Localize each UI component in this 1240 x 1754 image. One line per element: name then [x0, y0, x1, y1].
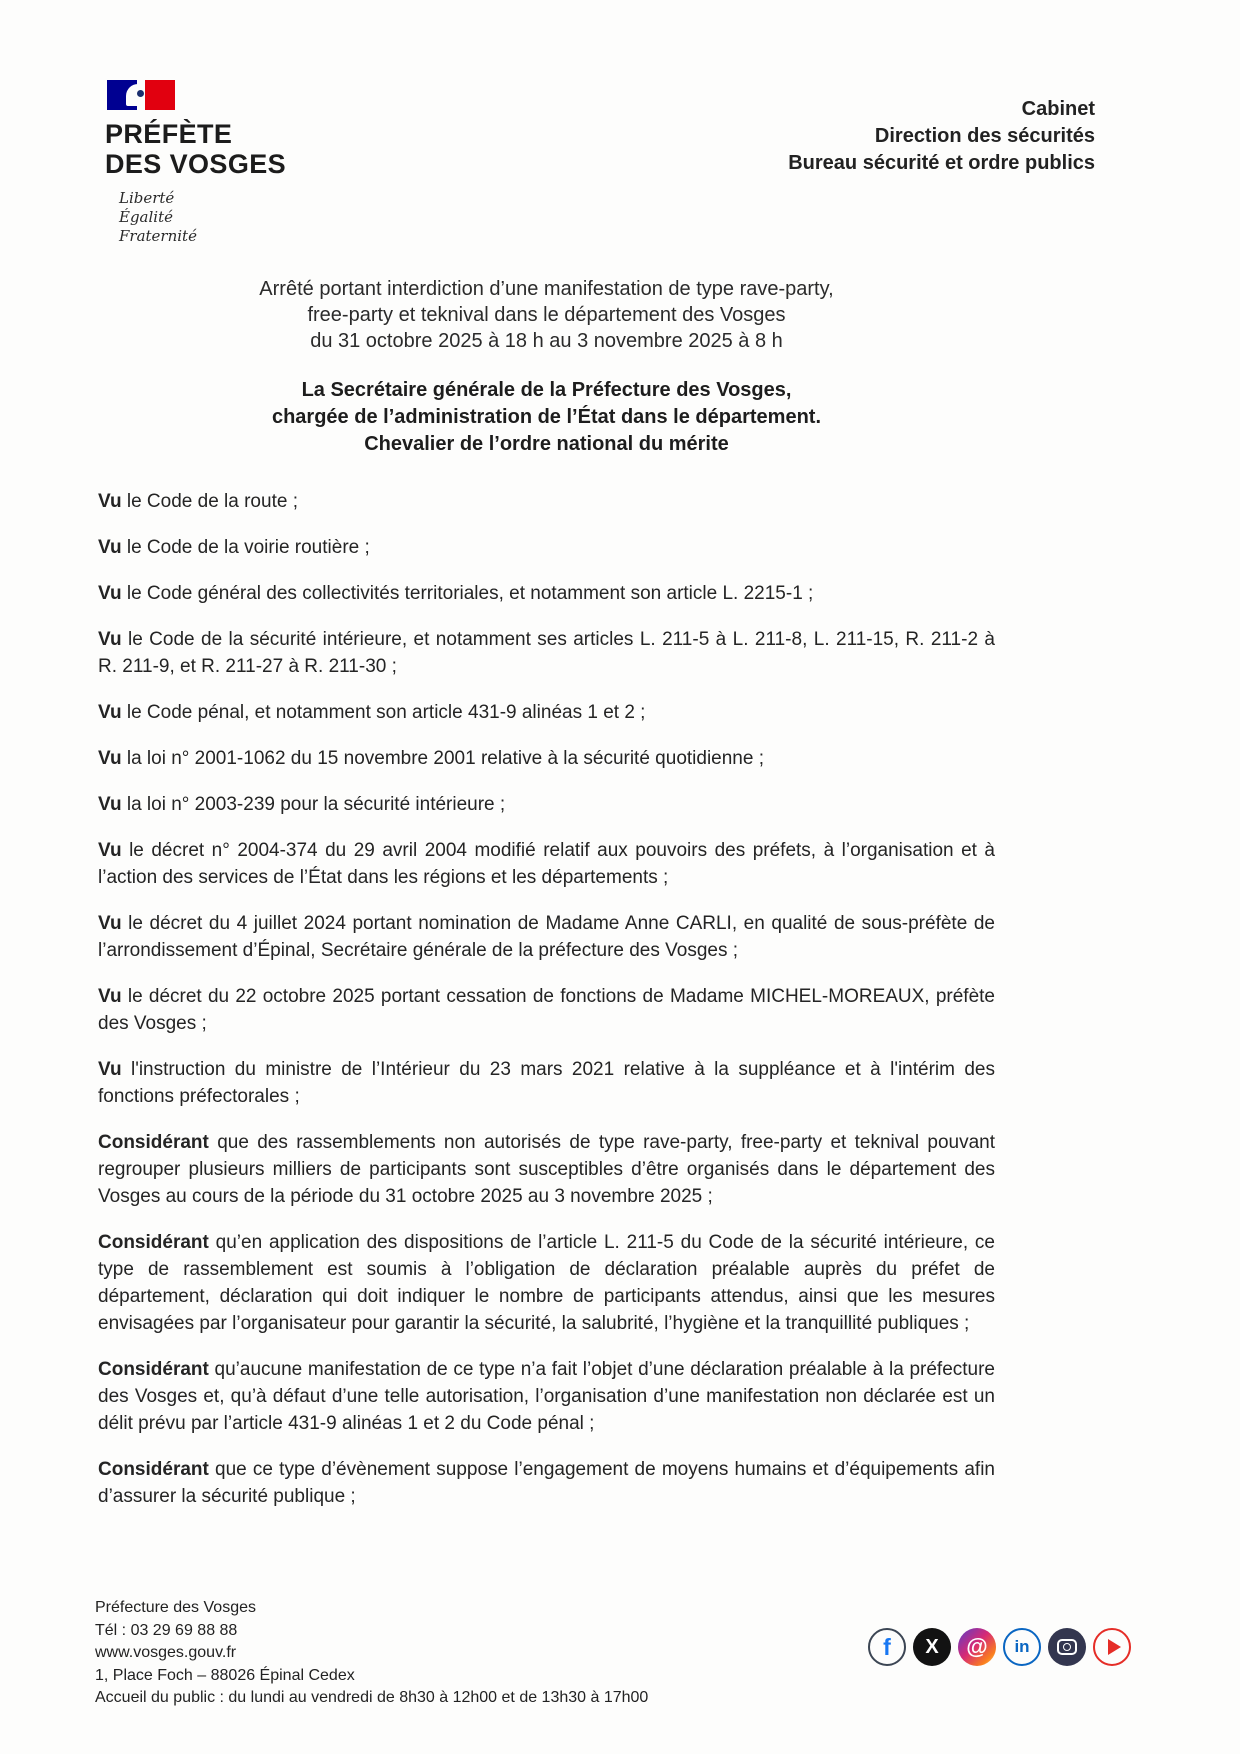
linkedin-glyph: in: [1014, 1637, 1030, 1656]
paragraph: [98, 1356, 995, 1437]
paragraph-lead: Considérant: [98, 1459, 209, 1480]
paragraph: [98, 1229, 995, 1337]
paragraph-lead: Considérant: [98, 1232, 209, 1253]
issuing-service-block: [788, 96, 1095, 246]
x-twitter-icon: [913, 1628, 951, 1666]
footer-prefecture-name: Préfecture des Vosges: [95, 1599, 256, 1616]
camera-glyph: [1057, 1639, 1077, 1655]
signatory-line1: La Secrétaire générale de la Préfecture des Vosges,: [301, 379, 792, 401]
decree-title-line1: Arrêté portant interdiction d’une manifestation de type rave-party,: [259, 278, 834, 300]
footer-address: 1, Place Foch – 88026 Épinal Cedex: [95, 1666, 355, 1684]
threads-glyph: @: [966, 1634, 988, 1659]
paragraph-text: le Code de la sécurité intérieure, et notamment ses articles L. 211-5 à L. 211-8, L. 211-15, R. 211-2 à R. 211-9, et R. 211-27 à R. 211-30 ;: [98, 629, 995, 677]
document-content: [98, 276, 995, 1510]
paragraph-text: que des rassemblements non autorisés de type rave-party, free-party et teknival pouvant regrouper plusieurs milliers de participants sont susceptibles d’être organisés dans le département des Vosges au cours de la période du 31 octobre 2025 au 3 novembre 2025 ;: [98, 1132, 996, 1207]
decree-title: [98, 276, 995, 354]
prefecture-name: [105, 119, 405, 179]
paragraph-text: qu’aucune manifestation de ce type n’a fait l’objet d’une déclaration préalable à la préfecture des Vosges et, qu’à défaut d’une telle autorisation, l’organisation d’une manifestation non déclarée est un délit prévu par l’article 431-9 alinéas 1 et 2 du Code pénal ;: [98, 1359, 996, 1434]
prefecture-name-line2: DES VOSGES: [105, 149, 287, 179]
paragraph-lead: Vu: [98, 583, 122, 604]
linkedin-icon: [1003, 1628, 1041, 1666]
footer-opening-hours: Accueil du public : du lundi au vendredi de 8h30 à 12h00 et de 13h30 à 17h00: [95, 1689, 649, 1706]
paragraph-lead: Vu: [98, 537, 122, 558]
facebook-icon: [868, 1628, 906, 1666]
footer-website: www.vosges.gouv.fr: [95, 1644, 237, 1661]
paragraph-lead: Vu: [98, 629, 122, 650]
paragraph-text: le décret du 22 octobre 2025 portant cessation de fonctions de Madame MICHEL-MOREAUX, préfète des Vosges ;: [98, 986, 995, 1034]
facebook-glyph: f: [883, 1633, 891, 1660]
paragraph-text: qu’en application des dispositions de l’article L. 211-5 du Code de la sécurité intérieure, ce type de rassemblement est soumis à l’obligation de déclaration préalable auprès du préfet de département, déclaration qui doit indiquer le nombre de participants attendus, ainsi que les mesures envisagées par l’organisateur pour garantir la sécurité, la salubrité, l’hygiène et la tranquillité publiques ;: [98, 1232, 996, 1334]
paragraph-lead: Vu: [98, 748, 122, 769]
paragraph-lead: Vu: [98, 1059, 122, 1080]
paragraph: [98, 910, 995, 964]
paragraph-text: le Code de la voirie routière ;: [126, 537, 370, 558]
signatory-line2: chargée de l’administration de l’État dans le département.: [271, 406, 822, 428]
instagram-icon: [1048, 1628, 1086, 1666]
signatory-line3: Chevalier de l’ordre national du mérite: [364, 433, 729, 455]
footer-phone: Tél : 03 29 69 88 88: [95, 1621, 238, 1639]
paragraph: [98, 837, 995, 891]
paragraph: [98, 580, 995, 607]
french-flag-icon: [107, 80, 405, 110]
prefecture-logo: [105, 80, 405, 246]
motto-fraternite: Fraternité: [119, 227, 197, 245]
play-glyph: [1108, 1639, 1121, 1655]
paragraph-text: le décret n° 2004-374 du 29 avril 2004 modifié relatif aux pouvoirs des préfets, à l’organisation et à l’action des services de l’État dans les régions et les départements ;: [98, 840, 996, 888]
decree-title-line2: free-party et teknival dans le département des Vosges: [307, 304, 786, 326]
paragraph-lead: Vu: [98, 491, 122, 512]
service-direction: Direction des sécurités: [874, 125, 1095, 147]
document-header: [0, 0, 1240, 246]
paragraph: [98, 699, 995, 726]
youtube-icon: [1093, 1628, 1131, 1666]
x-glyph: X: [925, 1635, 939, 1658]
paragraph: [98, 1056, 995, 1110]
paragraph-text: le Code pénal, et notamment son article 431-9 alinéas 1 et 2 ;: [126, 702, 646, 723]
paragraph-text: le Code de la route ;: [126, 491, 298, 512]
paragraph-text: le décret du 4 juillet 2024 portant nomination de Madame Anne CARLI, en qualité de sous-préfète de l’arrondissement d’Épinal, Secrétaire générale de la préfecture des Vosges ;: [98, 913, 995, 961]
motto-liberte: Liberté: [119, 189, 175, 207]
paragraph: [98, 791, 995, 818]
paragraph-text: la loi n° 2001-1062 du 15 novembre 2001 relative à la sécurité quotidienne ;: [126, 748, 764, 769]
paragraph-lead: Considérant: [98, 1359, 209, 1380]
paragraph-lead: Vu: [98, 794, 122, 815]
motto-egalite: Égalité: [119, 208, 173, 226]
paragraph: [98, 745, 995, 772]
social-icons-row: [868, 1628, 1131, 1666]
paragraph-text: la loi n° 2003-239 pour la sécurité intérieure ;: [126, 794, 506, 815]
paragraph: [98, 1129, 995, 1210]
paragraph-lead: Vu: [98, 702, 122, 723]
threads-icon: [958, 1628, 996, 1666]
paragraph: [98, 626, 995, 680]
paragraph-lead: Considérant: [98, 1132, 209, 1153]
paragraph: [98, 488, 995, 515]
paragraph: [98, 983, 995, 1037]
paragraph-text: l'instruction du ministre de l’Intérieur du 23 mars 2021 relative à la suppléance et à l'intérim des fonctions préfectorales ;: [98, 1059, 995, 1107]
paragraph-lead: Vu: [98, 913, 122, 934]
flag-blue-stripe: [107, 80, 137, 110]
decree-title-line3: du 31 octobre 2025 à 18 h au 3 novembre 2025 à 8 h: [310, 330, 783, 352]
prefecture-name-line1: PRÉFÈTE: [105, 119, 233, 149]
service-cabinet: Cabinet: [1021, 98, 1095, 120]
paragraph-lead: Vu: [98, 840, 122, 861]
paragraph-lead: Vu: [98, 986, 122, 1007]
signatory-title: [98, 377, 995, 458]
paragraph: [98, 534, 995, 561]
marianne-silhouette: [137, 80, 145, 110]
paragraph-text: que ce type d’évènement suppose l’engagement de moyens humains et d’équipements afin d’assurer la sécurité publique ;: [98, 1459, 995, 1507]
paragraph-text: le Code général des collectivités territoriales, et notamment son article L. 2215-1 ;: [126, 583, 814, 604]
republic-motto: [119, 189, 405, 246]
body-paragraphs: [98, 488, 995, 1510]
service-bureau: Bureau sécurité et ordre publics: [788, 152, 1095, 174]
footer-contact-block: [95, 1597, 648, 1710]
flag-red-stripe: [145, 80, 175, 110]
paragraph: [98, 1456, 995, 1510]
